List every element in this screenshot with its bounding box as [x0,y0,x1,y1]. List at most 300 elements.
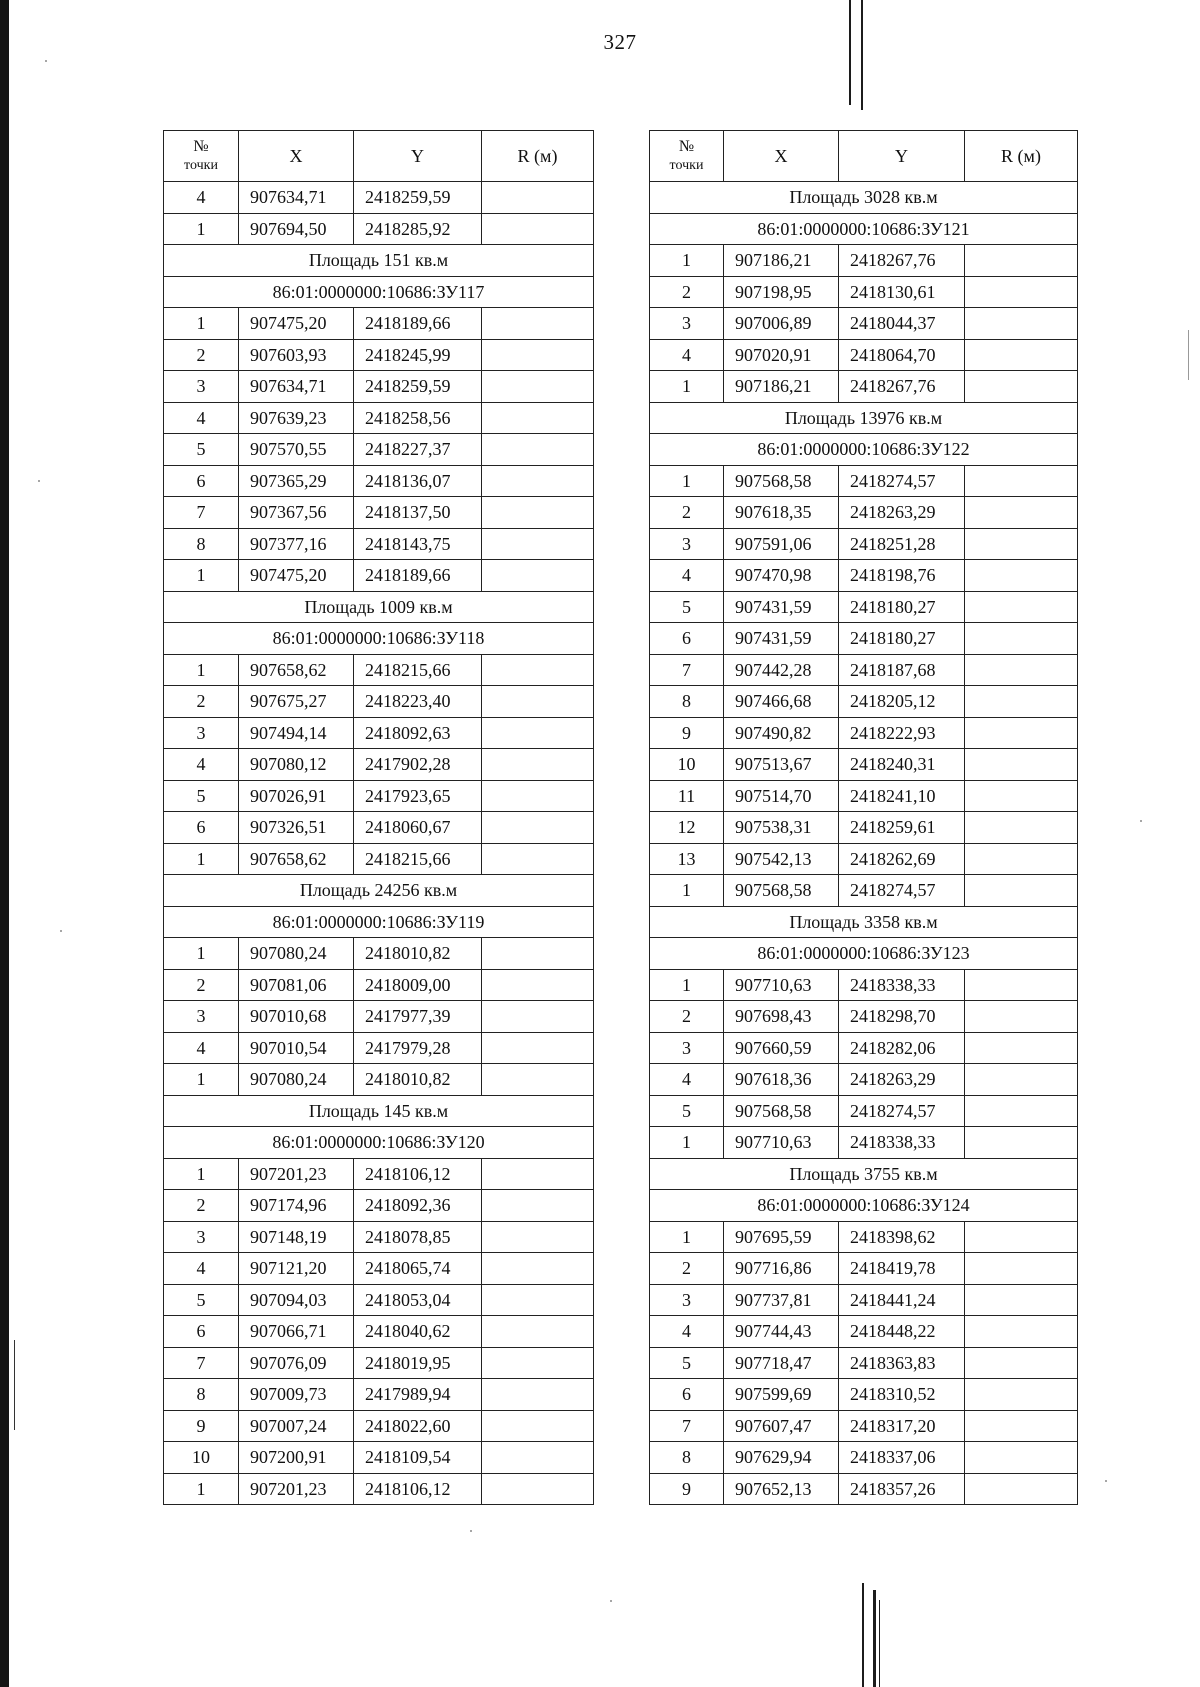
x-coordinate-cell: 907599,69 [724,1379,839,1411]
point-number-cell: 3 [164,371,239,403]
area-row [164,245,594,277]
point-number-cell: 9 [650,1473,724,1505]
point-number-cell: 2 [164,339,239,371]
y-coordinate-cell: 2418065,74 [354,1253,482,1285]
point-number-cell: 3 [164,1221,239,1253]
radius-cell [482,339,594,371]
radius-cell [965,1095,1078,1127]
y-coordinate-cell: 2418419,78 [839,1253,965,1285]
x-coordinate-cell: 907094,03 [239,1284,354,1316]
y-coordinate-cell: 2418259,59 [354,182,482,214]
parcel-area-label: Площадь 1009 кв.м [164,591,594,623]
radius-cell [965,843,1078,875]
x-coordinate-cell: 907201,23 [239,1158,354,1190]
y-coordinate-cell: 2418267,76 [839,245,965,277]
point-number-cell: 1 [164,654,239,686]
x-coordinate-cell: 907603,93 [239,339,354,371]
table-row [650,497,1078,529]
point-number-cell: 8 [650,1442,724,1474]
point-number-cell: 7 [650,1410,724,1442]
x-coordinate-cell: 907710,63 [724,1127,839,1159]
radius-cell [482,969,594,1001]
table-row [650,276,1078,308]
x-coordinate-cell: 907475,20 [239,308,354,340]
x-coordinate-cell: 907326,51 [239,812,354,844]
table-row [164,1410,594,1442]
header-num-symbol: № [193,138,209,155]
radius-cell [965,591,1078,623]
y-coordinate-cell: 2418310,52 [839,1379,965,1411]
point-number-cell: 5 [164,780,239,812]
point-number-cell: 2 [164,969,239,1001]
table-row [650,1316,1078,1348]
table-row [164,528,594,560]
y-coordinate-cell: 2418274,57 [839,875,965,907]
y-coordinate-cell: 2417977,39 [354,1001,482,1033]
table-row [164,497,594,529]
table-row [164,1064,594,1096]
point-number-cell: 7 [650,654,724,686]
table-row [650,1064,1078,1096]
table-row [164,1473,594,1505]
radius-cell [965,717,1078,749]
parcel-area-label: Площадь 13976 кв.м [650,402,1078,434]
y-coordinate-cell: 2418215,66 [354,654,482,686]
parcel-cadastral-id: 86:01:0000000:10686:ЗУ123 [650,938,1078,970]
x-coordinate-cell: 907026,91 [239,780,354,812]
radius-cell [482,812,594,844]
radius-cell [965,812,1078,844]
point-number-cell: 1 [650,465,724,497]
x-coordinate-cell: 907198,95 [724,276,839,308]
y-coordinate-cell: 2418019,95 [354,1347,482,1379]
parcel-cadastral-id: 86:01:0000000:10686:ЗУ117 [164,276,594,308]
scan-speck [470,1530,472,1532]
point-number-cell: 4 [650,1064,724,1096]
y-coordinate-cell: 2418143,75 [354,528,482,560]
table-row [164,182,594,214]
table-row [164,1001,594,1033]
x-coordinate-cell: 907710,63 [724,969,839,1001]
radius-cell [965,497,1078,529]
x-coordinate-cell: 907076,09 [239,1347,354,1379]
radius-cell [965,1379,1078,1411]
radius-cell [482,1221,594,1253]
table-row [650,1032,1078,1064]
radius-cell [482,371,594,403]
x-coordinate-cell: 907475,20 [239,560,354,592]
y-coordinate-cell: 2418227,37 [354,434,482,466]
table-row [650,560,1078,592]
x-coordinate-cell: 907698,43 [724,1001,839,1033]
parcel-area-label: Площадь 3755 кв.м [650,1158,1078,1190]
y-coordinate-cell: 2418010,82 [354,938,482,970]
scan-binding-line [873,1590,876,1687]
parcel-id-row [164,1127,594,1159]
radius-cell [482,1442,594,1474]
point-number-cell: 1 [164,1473,239,1505]
table-row [650,1253,1078,1285]
x-coordinate-cell: 907744,43 [724,1316,839,1348]
radius-cell [482,938,594,970]
x-coordinate-cell: 907006,89 [724,308,839,340]
table-row [164,434,594,466]
x-coordinate-cell: 907009,73 [239,1379,354,1411]
point-number-cell: 10 [650,749,724,781]
x-coordinate-cell: 907538,31 [724,812,839,844]
point-number-cell: 6 [650,1379,724,1411]
table-row [164,1316,594,1348]
y-coordinate-cell: 2417979,28 [354,1032,482,1064]
x-coordinate-cell: 907737,81 [724,1284,839,1316]
y-coordinate-cell: 2418092,63 [354,717,482,749]
point-number-cell: 4 [650,560,724,592]
y-coordinate-cell: 2418092,36 [354,1190,482,1222]
point-number-cell: 1 [650,371,724,403]
radius-cell [965,1410,1078,1442]
header-r: R (м) [965,131,1078,182]
point-number-cell: 4 [164,749,239,781]
point-number-cell: 6 [164,465,239,497]
scan-speck [38,480,40,482]
x-coordinate-cell: 907007,24 [239,1410,354,1442]
scan-binding-line [879,1600,880,1687]
table-row [164,1347,594,1379]
radius-cell [965,1347,1078,1379]
table-row [650,843,1078,875]
x-coordinate-cell: 907470,98 [724,560,839,592]
x-coordinate-cell: 907081,06 [239,969,354,1001]
x-coordinate-cell: 907658,62 [239,843,354,875]
table-row [650,1284,1078,1316]
y-coordinate-cell: 2418337,06 [839,1442,965,1474]
point-number-cell: 1 [650,1221,724,1253]
radius-cell [965,245,1078,277]
table-row [164,1158,594,1190]
y-coordinate-cell: 2418189,66 [354,560,482,592]
header-point-number [164,131,239,182]
table-row [164,339,594,371]
point-number-cell: 8 [164,1379,239,1411]
parcel-area-label: Площадь 3028 кв.м [650,182,1078,214]
radius-cell [965,1127,1078,1159]
table-row [650,371,1078,403]
point-number-cell: 1 [164,308,239,340]
y-coordinate-cell: 2418078,85 [354,1221,482,1253]
header-point-number [650,131,724,182]
y-coordinate-cell: 2418215,66 [354,843,482,875]
table-row [164,308,594,340]
y-coordinate-cell: 2418180,27 [839,623,965,655]
header-x: X [724,131,839,182]
table-row [650,1221,1078,1253]
x-coordinate-cell: 907658,62 [239,654,354,686]
parcel-id-row [650,434,1078,466]
radius-cell [482,560,594,592]
table-row [164,843,594,875]
y-coordinate-cell: 2418274,57 [839,1095,965,1127]
table-row [164,812,594,844]
point-number-cell: 7 [164,497,239,529]
y-coordinate-cell: 2418258,56 [354,402,482,434]
point-number-cell: 1 [650,969,724,1001]
scan-binding-line [849,0,851,105]
point-number-cell: 2 [650,1001,724,1033]
y-coordinate-cell: 2418189,66 [354,308,482,340]
scan-margin-mark [14,1340,15,1430]
radius-cell [965,1442,1078,1474]
x-coordinate-cell: 907080,24 [239,1064,354,1096]
y-coordinate-cell: 2418398,62 [839,1221,965,1253]
table-header-row [650,131,1078,182]
table-row [164,686,594,718]
y-coordinate-cell: 2418136,07 [354,465,482,497]
x-coordinate-cell: 907200,91 [239,1442,354,1474]
table-row [650,591,1078,623]
x-coordinate-cell: 907442,28 [724,654,839,686]
table-row [164,717,594,749]
table-row [164,213,594,245]
table-row [650,1095,1078,1127]
radius-cell [965,654,1078,686]
radius-cell [965,623,1078,655]
x-coordinate-cell: 907020,91 [724,339,839,371]
scan-margin-mark [1188,330,1189,380]
point-number-cell: 1 [650,245,724,277]
parcel-cadastral-id: 86:01:0000000:10686:ЗУ120 [164,1127,594,1159]
radius-cell [482,686,594,718]
x-coordinate-cell: 907591,06 [724,528,839,560]
radius-cell [482,1284,594,1316]
parcel-id-row [164,276,594,308]
y-coordinate-cell: 2418205,12 [839,686,965,718]
radius-cell [482,1316,594,1348]
x-coordinate-cell: 907716,86 [724,1253,839,1285]
point-number-cell: 1 [650,875,724,907]
y-coordinate-cell: 2417923,65 [354,780,482,812]
table-row [650,308,1078,340]
table-row [164,780,594,812]
x-coordinate-cell: 907431,59 [724,623,839,655]
point-number-cell: 3 [650,308,724,340]
x-coordinate-cell: 907494,14 [239,717,354,749]
point-number-cell: 9 [164,1410,239,1442]
radius-cell [965,1316,1078,1348]
header-num-word: точки [669,158,704,173]
radius-cell [965,969,1078,1001]
table-row [650,717,1078,749]
parcel-id-row [650,213,1078,245]
x-coordinate-cell: 907186,21 [724,245,839,277]
point-number-cell: 13 [650,843,724,875]
x-coordinate-cell: 907568,58 [724,875,839,907]
x-coordinate-cell: 907148,19 [239,1221,354,1253]
scan-edge-shadow [0,0,9,1687]
table-row [164,1253,594,1285]
table-row [650,1127,1078,1159]
parcel-cadastral-id: 86:01:0000000:10686:ЗУ118 [164,623,594,655]
coordinates-table-left [163,130,594,1505]
radius-cell [482,1032,594,1064]
radius-cell [482,402,594,434]
x-coordinate-cell: 907618,36 [724,1064,839,1096]
radius-cell [965,1032,1078,1064]
y-coordinate-cell: 2418338,33 [839,1127,965,1159]
radius-cell [482,1190,594,1222]
point-number-cell: 10 [164,1442,239,1474]
parcel-area-label: Площадь 145 кв.м [164,1095,594,1127]
x-coordinate-cell: 907607,47 [724,1410,839,1442]
parcel-id-row [650,938,1078,970]
point-number-cell: 9 [650,717,724,749]
point-number-cell: 1 [164,1064,239,1096]
point-number-cell: 4 [164,182,239,214]
table-row [650,1347,1078,1379]
radius-cell [482,843,594,875]
point-number-cell: 3 [164,717,239,749]
y-coordinate-cell: 2418241,10 [839,780,965,812]
area-row [650,1158,1078,1190]
y-coordinate-cell: 2418060,67 [354,812,482,844]
y-coordinate-cell: 2418267,76 [839,371,965,403]
y-coordinate-cell: 2418022,60 [354,1410,482,1442]
table-row [650,686,1078,718]
point-number-cell: 1 [650,1127,724,1159]
radius-cell [965,465,1078,497]
x-coordinate-cell: 907629,94 [724,1442,839,1474]
parcel-cadastral-id: 86:01:0000000:10686:ЗУ121 [650,213,1078,245]
x-coordinate-cell: 907490,82 [724,717,839,749]
page-number: 327 [603,30,637,54]
table-row [650,1442,1078,1474]
y-coordinate-cell: 2418259,61 [839,812,965,844]
point-number-cell: 5 [650,1347,724,1379]
x-coordinate-cell: 907514,70 [724,780,839,812]
y-coordinate-cell: 2418298,70 [839,1001,965,1033]
parcel-area-label: Площадь 151 кв.м [164,245,594,277]
header-x: X [239,131,354,182]
radius-cell [965,1001,1078,1033]
radius-cell [965,308,1078,340]
x-coordinate-cell: 907186,21 [724,371,839,403]
radius-cell [482,182,594,214]
radius-cell [965,371,1078,403]
area-row [650,182,1078,214]
table-row [650,812,1078,844]
table-row [164,465,594,497]
point-number-cell: 12 [650,812,724,844]
y-coordinate-cell: 2418040,62 [354,1316,482,1348]
point-number-cell: 6 [164,812,239,844]
point-number-cell: 2 [650,497,724,529]
y-coordinate-cell: 2418240,31 [839,749,965,781]
point-number-cell: 1 [164,938,239,970]
x-coordinate-cell: 907660,59 [724,1032,839,1064]
table-row [164,371,594,403]
y-coordinate-cell: 2418180,27 [839,591,965,623]
radius-cell [965,528,1078,560]
x-coordinate-cell: 907570,55 [239,434,354,466]
area-row [650,402,1078,434]
radius-cell [482,717,594,749]
y-coordinate-cell: 2418274,57 [839,465,965,497]
table-row [164,654,594,686]
point-number-cell: 5 [650,591,724,623]
y-coordinate-cell: 2418259,59 [354,371,482,403]
radius-cell [482,1347,594,1379]
y-coordinate-cell: 2418441,24 [839,1284,965,1316]
x-coordinate-cell: 907080,12 [239,749,354,781]
table-row [164,560,594,592]
x-coordinate-cell: 907652,13 [724,1473,839,1505]
radius-cell [482,528,594,560]
parcel-area-label: Площадь 3358 кв.м [650,906,1078,938]
x-coordinate-cell: 907121,20 [239,1253,354,1285]
x-coordinate-cell: 907718,47 [724,1347,839,1379]
x-coordinate-cell: 907080,24 [239,938,354,970]
radius-cell [482,434,594,466]
radius-cell [482,465,594,497]
radius-cell [965,780,1078,812]
table-row [164,1379,594,1411]
point-number-cell: 4 [650,1316,724,1348]
x-coordinate-cell: 907365,29 [239,465,354,497]
x-coordinate-cell: 907639,23 [239,402,354,434]
header-y: Y [354,131,482,182]
table-row [164,402,594,434]
x-coordinate-cell: 907694,50 [239,213,354,245]
radius-cell [482,1253,594,1285]
x-coordinate-cell: 907174,96 [239,1190,354,1222]
point-number-cell: 4 [164,1253,239,1285]
x-coordinate-cell: 907634,71 [239,371,354,403]
radius-cell [482,1410,594,1442]
table-row [650,1410,1078,1442]
table-row [650,875,1078,907]
table-row [164,1221,594,1253]
y-coordinate-cell: 2418137,50 [354,497,482,529]
coordinates-table-right [649,130,1078,1505]
radius-cell [965,1473,1078,1505]
y-coordinate-cell: 2418251,28 [839,528,965,560]
x-coordinate-cell: 907431,59 [724,591,839,623]
y-coordinate-cell: 2418263,29 [839,1064,965,1096]
radius-cell [482,1379,594,1411]
y-coordinate-cell: 2418363,83 [839,1347,965,1379]
x-coordinate-cell: 907542,13 [724,843,839,875]
y-coordinate-cell: 2418009,00 [354,969,482,1001]
y-coordinate-cell: 2418109,54 [354,1442,482,1474]
radius-cell [965,749,1078,781]
radius-cell [482,1158,594,1190]
y-coordinate-cell: 2418282,06 [839,1032,965,1064]
y-coordinate-cell: 2418223,40 [354,686,482,718]
area-row [164,1095,594,1127]
x-coordinate-cell: 907066,71 [239,1316,354,1348]
point-number-cell: 3 [164,1001,239,1033]
parcel-cadastral-id: 86:01:0000000:10686:ЗУ124 [650,1190,1078,1222]
radius-cell [965,339,1078,371]
point-number-cell: 5 [164,434,239,466]
y-coordinate-cell: 2418187,68 [839,654,965,686]
y-coordinate-cell: 2418064,70 [839,339,965,371]
parcel-cadastral-id: 86:01:0000000:10686:ЗУ119 [164,906,594,938]
point-number-cell: 3 [650,528,724,560]
scan-speck [1105,1480,1107,1482]
table-row [650,780,1078,812]
point-number-cell: 8 [164,528,239,560]
y-coordinate-cell: 2418245,99 [354,339,482,371]
